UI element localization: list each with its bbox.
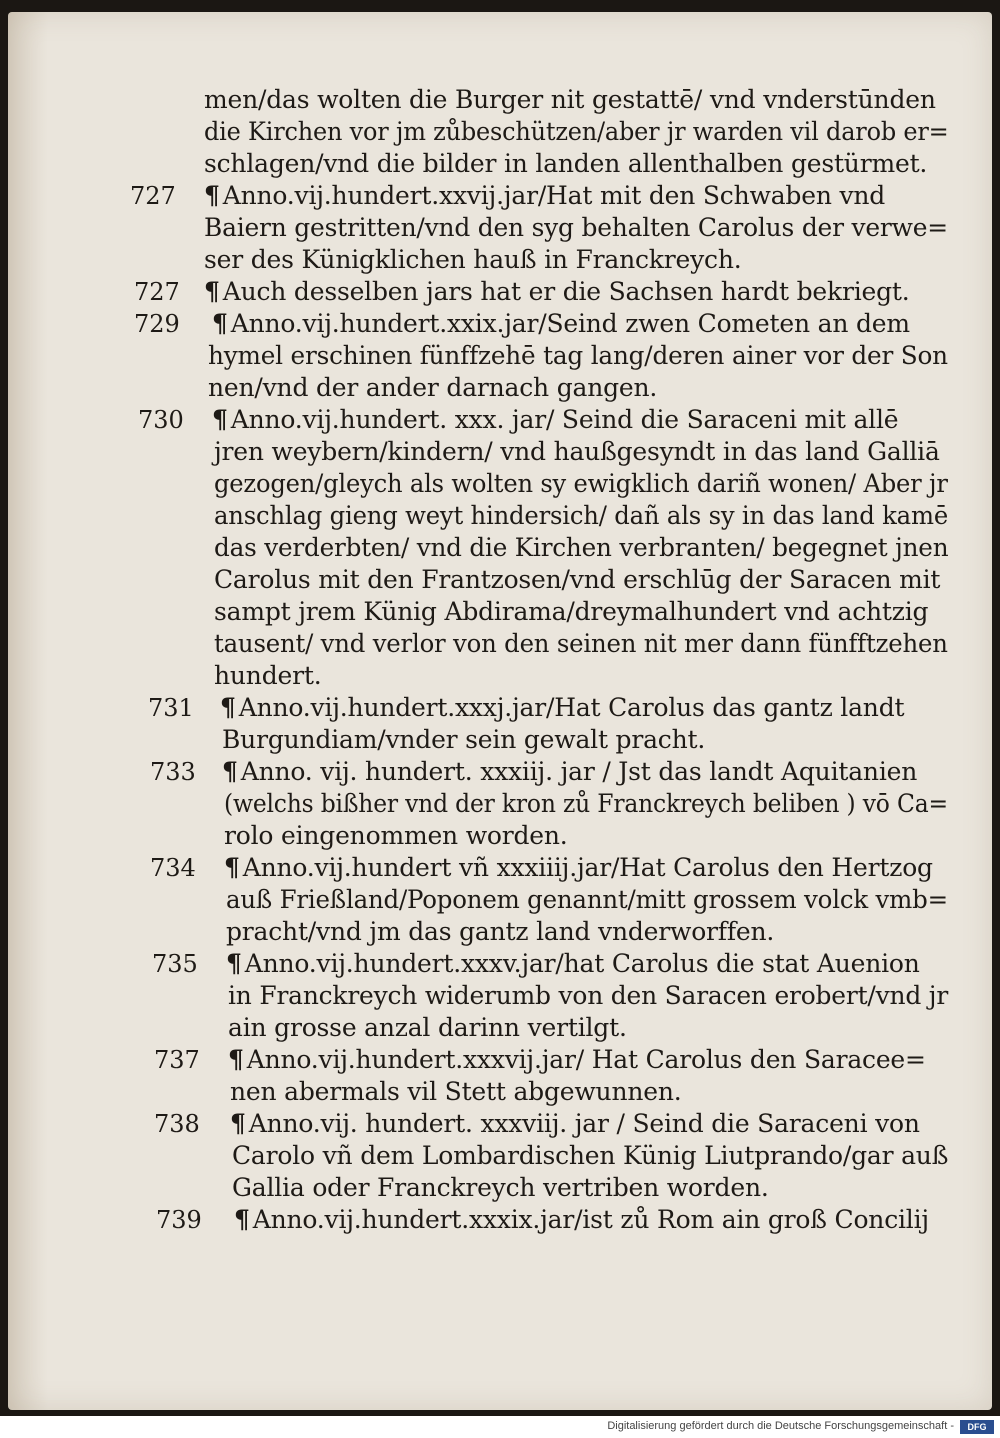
margin-year: 730: [138, 406, 184, 434]
text-line: ¶ Auch desselben jars hat er die Sachsen hardt bekriegt.: [204, 277, 910, 306]
text-line: rolo eingenommen worden.: [224, 821, 568, 850]
text-line: ser des Künigklichen hauß in Franckreych.: [204, 245, 742, 274]
margin-year: 729: [134, 310, 180, 338]
pilcrow-icon: ¶: [234, 1205, 250, 1234]
text-line: ¶ Anno.vij.hundert.xxix.jar/Seind zwen Cometen an dem: [212, 309, 910, 338]
text-line: auß Frießland/Poponem genannt/mitt grossem volck vmb=: [226, 885, 948, 914]
pilcrow-icon: ¶: [204, 181, 220, 210]
text-line: in Franckreych widerumb von den Saracen erobert/vnd jr: [228, 981, 949, 1010]
text-line: ain grosse anzal darinn vertilgt.: [228, 1013, 627, 1042]
text-line: ¶ Anno.vij.hundert.xxvij.jar/Hat mit den Schwaben vnd: [204, 181, 886, 210]
text-line: pracht/vnd jm das gantz land vnderworffen.: [226, 917, 775, 946]
pilcrow-icon: ¶: [220, 693, 236, 722]
text-line: Burgundiam/vnder sein gewalt pracht.: [222, 725, 706, 754]
margin-year: 733: [150, 758, 196, 786]
text-line: ¶ Anno.vij.hundert.xxxv.jar/hat Carolus die stat Auenion: [226, 949, 920, 978]
text-line: Carolo vñ dem Lombardischen Künig Liutprando/gar auß: [232, 1141, 949, 1170]
text-line: ¶ Anno.vij.hundert. xxx. jar/ Seind die Saraceni mit allē: [212, 405, 899, 434]
pilcrow-icon: ¶: [222, 757, 238, 786]
margin-year: 738: [154, 1110, 200, 1138]
margin-year: 735: [152, 950, 198, 978]
pilcrow-icon: ¶: [212, 405, 228, 434]
text-line: Gallia oder Franckreych vertriben worden.: [232, 1173, 769, 1202]
text-line: nen abermals vil Stett abgewunnen.: [230, 1077, 682, 1106]
text-line: sampt jrem Künig Abdirama/dreymalhundert vnd achtzig: [214, 597, 929, 626]
text-line: ¶ Anno.vij.hundert vñ xxxiiij.jar/Hat Carolus den Hertzog: [224, 853, 933, 882]
text-line: ¶ Anno. vij. hundert. xxxiij. jar / Jst das landt Aquitanien: [222, 757, 918, 786]
text-line: ¶ Anno.vij. hundert. xxxviij. jar / Seind die Saraceni von: [230, 1109, 920, 1138]
text-line: anschlag gieng weyt hindersich/ dañ als sy in das land kamē: [214, 501, 949, 530]
text-line: nen/vnd der ander darnach gangen.: [208, 373, 658, 402]
pilcrow-icon: ¶: [224, 853, 240, 882]
text-line: gezogen/gleych als wolten sy ewigklich dariñ wonen/ Aber jr: [214, 469, 948, 498]
text-line: men/das wolten die Burger nit gestattē/ vnd vnderstūnden: [204, 85, 936, 114]
margin-year: 734: [150, 854, 196, 882]
text-line: das verderbten/ vnd die Kirchen verbranten/ begegnet jnen: [214, 533, 949, 562]
margin-year: 731: [148, 694, 194, 722]
text-line: die Kirchen vor jm zůbeschützen/aber jr warden vil darob er=: [204, 117, 949, 146]
margin-year: 727: [130, 182, 176, 210]
text-line: ¶ Anno.vij.hundert.xxxix.jar/ist zů Rom ain groß Concilij: [234, 1205, 929, 1234]
text-line: ¶ Anno.vij.hundert.xxxj.jar/Hat Carolus das gantz landt: [220, 693, 905, 722]
margin-year: 727: [134, 278, 180, 306]
text-line: jren weybern/kindern/ vnd haußgesyndt in das land Galliā: [214, 437, 940, 466]
text-line: schlagen/vnd die bilder in landen allenthalben gestürmet.: [204, 149, 928, 178]
margin-year: 739: [156, 1206, 202, 1234]
text-line: hymel erschinen fünffzehē tag lang/deren ainer vor der Son: [208, 341, 948, 370]
text-line: Carolus mit den Frantzosen/vnd erschlūg der Saracen mit: [214, 565, 941, 594]
pilcrow-icon: ¶: [204, 277, 220, 306]
pilcrow-icon: ¶: [228, 1045, 244, 1074]
margin-year: 737: [154, 1046, 200, 1074]
text-block: [8, 12, 992, 1234]
text-line: (welchs bißher vnd der kron zů Franckreych beliben ) vō Ca=: [224, 789, 948, 818]
footer-bar: [0, 1416, 1000, 1438]
text-line: ¶ Anno.vij.hundert.xxxvij.jar/ Hat Carolus den Saracee=: [228, 1045, 926, 1074]
text-line: hundert.: [214, 661, 322, 690]
book-page: [8, 12, 992, 1410]
pilcrow-icon: ¶: [212, 309, 228, 338]
pilcrow-icon: ¶: [230, 1109, 246, 1138]
text-line: Baiern gestritten/vnd den syg behalten Carolus der verwe=: [204, 213, 948, 242]
funding-credit: Digitalisierung gefördert durch die Deutsche Forschungsgemeinschaft -: [607, 1420, 954, 1432]
pilcrow-icon: ¶: [226, 949, 242, 978]
dfg-logo-icon: DFG: [960, 1420, 994, 1434]
text-line: tausent/ vnd verlor von den seinen nit mer dann fünfftzehen: [214, 629, 948, 658]
